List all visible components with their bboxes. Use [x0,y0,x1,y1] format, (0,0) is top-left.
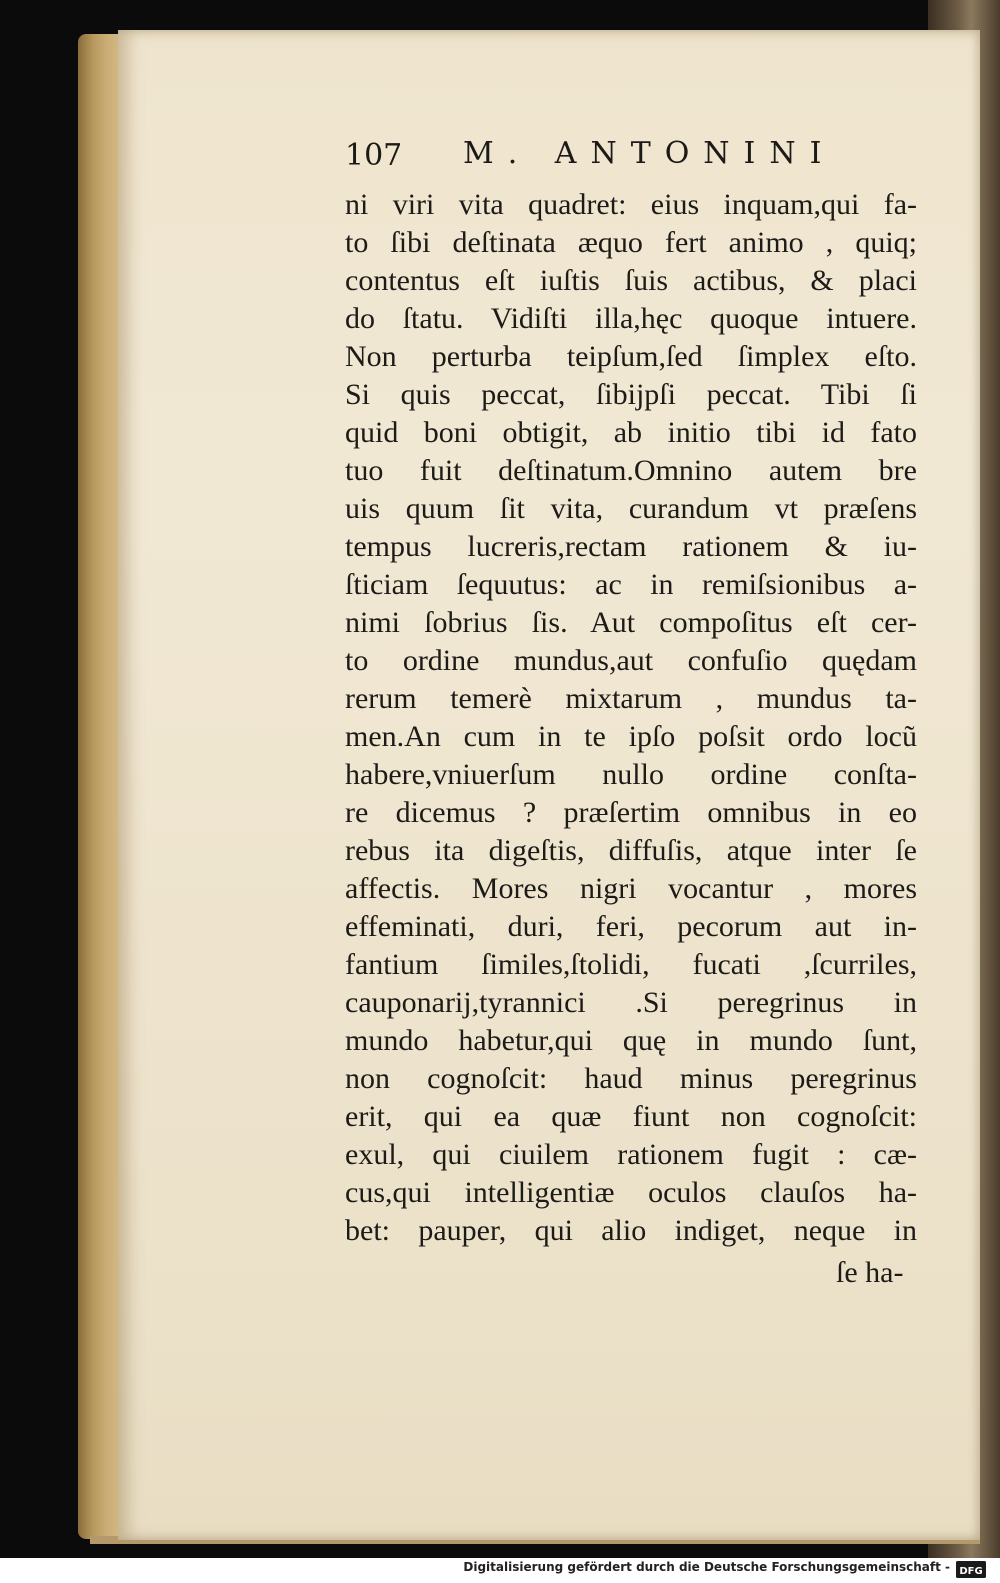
catchword: ſe ha- [836,1256,904,1289]
text-line: nimi ſobrius ſis. Aut compoſitus eſt cer- [345,606,917,639]
text-line: mundo habetur,qui quę in mundo ſunt, [345,1024,917,1057]
text-line: men.An cum in te ipſo poſsit ordo locũ [345,720,917,753]
body-text [345,186,917,1250]
running-head: M. ANTONINI [463,136,836,171]
text-line: fantium ſimiles,ſtolidi, fucati ,ſcurriles, [345,948,917,981]
text-line: to ſibi deſtinata æquo fert animo , quiq; [345,226,917,259]
text-line: re dicemus ? præſertim omnibus in eo [345,796,917,829]
text-line: Si quis peccat, ſibijpſi peccat. Tibi ſi [345,378,917,411]
text-line: rerum temerè mixtarum , mundus ta- [345,682,917,715]
text-line: cus,qui intelligentiæ oculos clauſos ha- [345,1176,917,1209]
dfg-logo-text: DFG [959,1566,983,1577]
text-line: rebus ita digeſtis, diffuſis, atque inter ſe [345,834,917,867]
text-line: to ordine mundus,aut confuſio quędam [345,644,917,677]
text-line: non cognoſcit: haud minus peregrinus [345,1062,917,1095]
text-line: cauponarij,tyrannici .Si peregrinus in [345,986,917,1019]
text-line: tempus lucreris,rectam rationem & iu- [345,530,917,563]
text-line: uis quum ſit vita, curandum vt præſens [345,492,917,525]
text-line: contentus eſt iuſtis ſuis actibus, & placi [345,264,917,297]
page-number: 107 [345,138,403,173]
text-line: tuo fuit deſtinatum.Omnino autem bre [345,454,917,487]
text-line: habere,vniuerſum nullo ordine conſta- [345,758,917,791]
text-line: ſticiam ſequutus: ac in remiſsionibus a- [345,568,917,601]
text-line: do ſtatu. Vidiſti illa,hęc quoque intuere. [345,302,917,335]
text-line: exul, qui ciuilem rationem fugit : cæ- [345,1138,917,1171]
text-line: bet: pauper, qui alio indiget, neque in [345,1214,917,1247]
text-line: erit, qui ea quæ fiunt non cognoſcit: [345,1100,917,1133]
text-line: ni viri vita quadret: eius inquam,qui fa- [345,188,917,221]
funding-credit: Digitalisierung gefördert durch die Deutsche Forschungsgemeinschaft - [463,1560,950,1574]
dfg-logo-icon [956,1561,986,1578]
page-header [345,136,920,180]
text-line: quid boni obtigit, ab initio tibi id fato [345,416,917,449]
text-line: affectis. Mores nigri vocantur , mores [345,872,917,905]
text-line: effeminati, duri, feri, pecorum aut in- [345,910,917,943]
text-line: Non perturba teipſum,ſed ſimplex eſto. [345,340,917,373]
digitization-footer [0,1558,1000,1583]
